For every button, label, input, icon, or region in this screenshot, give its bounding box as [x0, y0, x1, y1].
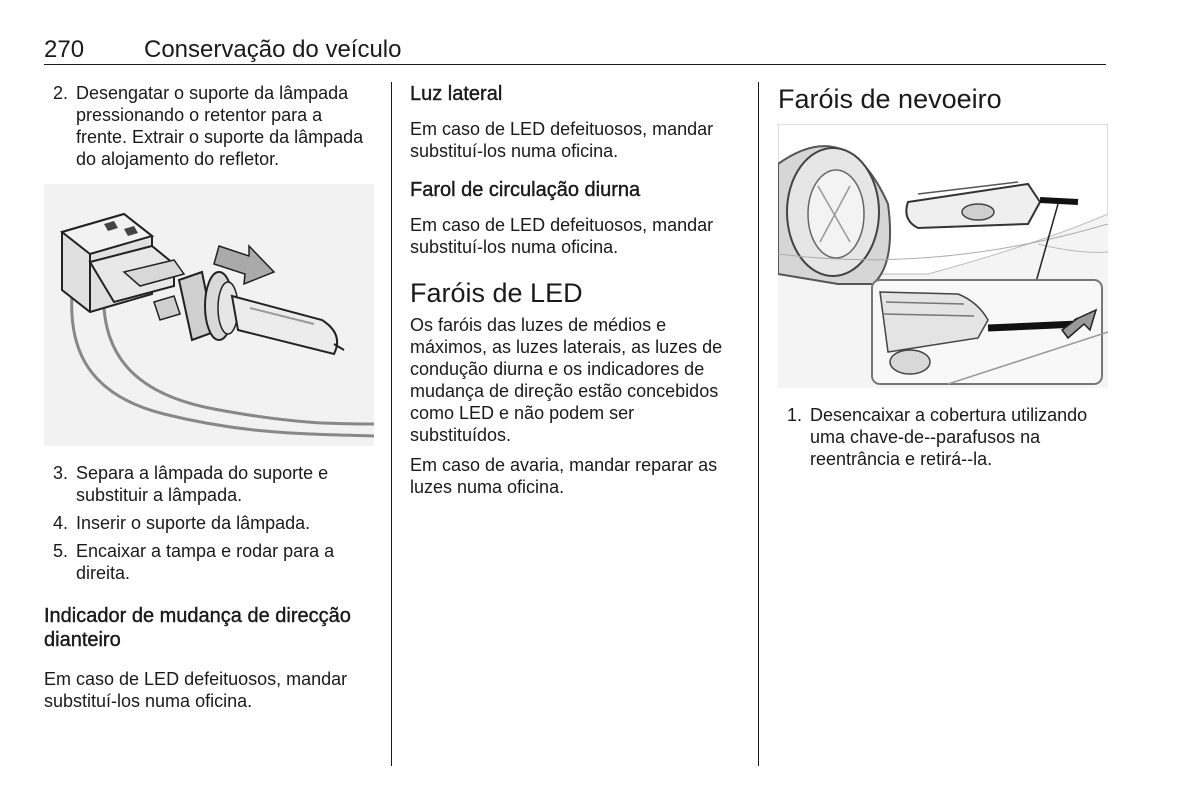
step-text: Inserir o suporte da lâmpada. — [76, 513, 311, 533]
step-text: Encaixar a tampa e rodar para a direita. — [76, 541, 335, 583]
list-item — [778, 404, 1108, 470]
column-divider-1 — [391, 82, 392, 766]
list-item — [44, 512, 374, 534]
step-text: Separa a lâmpada do suporte e substituir a lâmpada. — [76, 463, 329, 505]
step-number: 1. — [786, 405, 802, 425]
section-title: Faróis de nevoeiro — [778, 84, 1002, 114]
section-heading: Farol de circulação diurna — [410, 179, 641, 201]
column-3 — [778, 82, 1108, 476]
section-heading: Indicador de mudança de direcção dianteiro — [44, 605, 351, 651]
paragraph: Em caso de LED defeituosos, mandar substituí-los numa oficina. — [44, 669, 348, 711]
column-divider-2 — [758, 82, 759, 766]
step-number: 4. — [52, 513, 68, 533]
page-title: Conservação do veículo — [144, 36, 402, 63]
paragraph: Em caso de LED defeituosos, mandar substituí-los numa oficina. — [410, 215, 714, 257]
step-number: 2. — [52, 83, 68, 103]
page-header — [44, 34, 1106, 65]
paragraph: Em caso de avaria, mandar reparar as luzes numa oficina. — [410, 455, 718, 497]
step-text: Desengatar o suporte da lâmpada pressionando o retentor para a frente. Extrair o suporte da lâmpada do alojamento do refletor. — [76, 83, 364, 169]
column-1 — [44, 82, 374, 712]
column-2 — [410, 82, 740, 498]
list-item — [44, 462, 374, 506]
list-item — [44, 82, 374, 170]
step-number: 3. — [52, 463, 68, 483]
section-title: Faróis de LED — [410, 278, 583, 308]
step-text: Desencaixar a cobertura utilizando uma chave-de--parafusos na reentrância e retirá--la. — [810, 405, 1088, 469]
paragraph: Os faróis das luzes de médios e máximos, as luzes laterais, as luzes de condução diurna e os indicadores de mudança de direção estão concebidos como LED e não podem ser substituídos. — [410, 315, 723, 445]
step-number: 5. — [52, 541, 68, 561]
list-item — [44, 540, 374, 584]
page-number: 270 — [44, 36, 85, 63]
bulb-holder-illustration — [44, 184, 374, 446]
fog-light-illustration — [778, 124, 1108, 388]
section-heading: Luz lateral — [410, 83, 503, 105]
paragraph: Em caso de LED defeituosos, mandar substituí-los numa oficina. — [410, 119, 714, 161]
